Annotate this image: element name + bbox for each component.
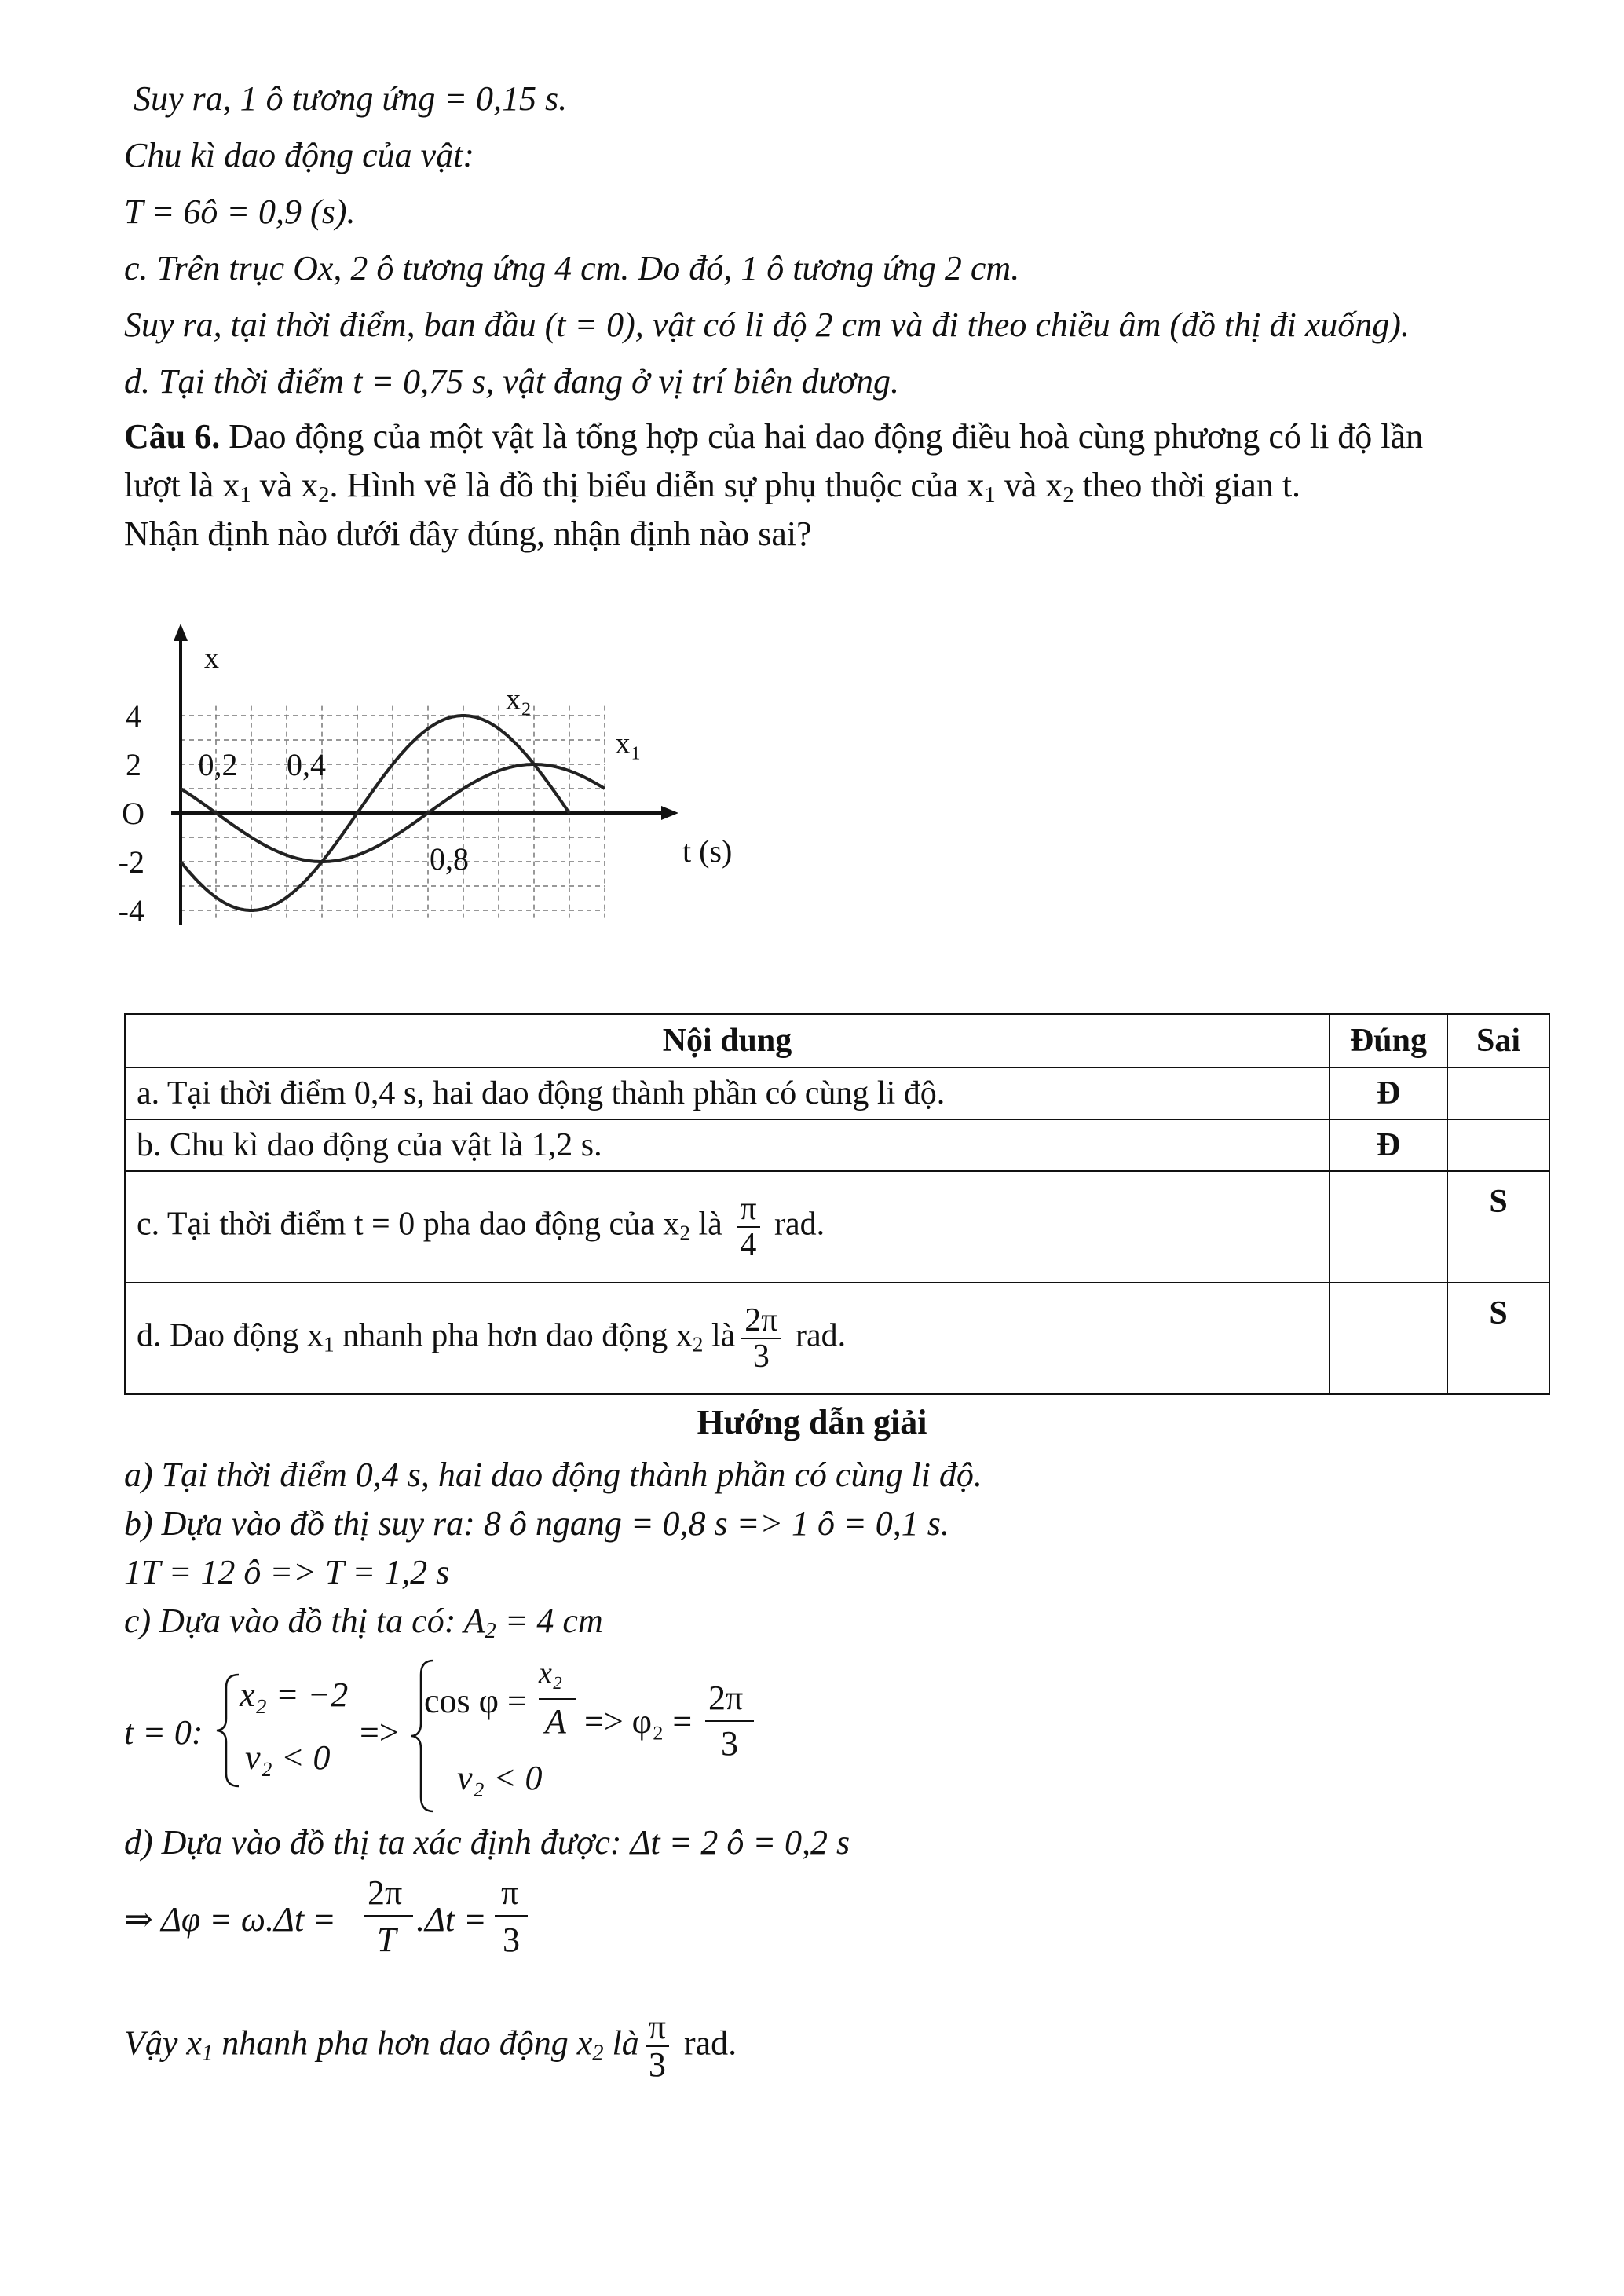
y-tick-label: -4 [118,893,144,928]
row-text-pre: d. Dao động x [137,1317,324,1354]
y-tick-label: -2 [118,844,144,880]
frac-line [705,1720,754,1722]
solution-c1-post: = 4 cm [496,1602,603,1640]
row-text-mid: nhanh pha hơn dao động x [334,1317,693,1354]
question-text-2e: theo thời gian t. [1074,466,1301,504]
question-line-2 [124,463,1300,507]
oscillation-graph [118,621,733,950]
math-cos: cos φ = [424,1682,527,1720]
math-frac2-num: π [501,1873,519,1912]
solution-c1 [124,1599,603,1643]
math-arrow1: => [360,1713,399,1752]
row-text [125,1171,1330,1283]
table-header-row [125,1014,1549,1067]
question-text-1: Dao động của một vật là tổng hợp của hai dao động điều hoà cùng phương có li độ lần [220,417,1424,456]
sub: 1 [201,2041,214,2066]
solution-heading: Hướng dẫn giải [697,1403,927,1441]
y-tick-label: O [122,796,144,831]
sub: 1 [984,483,996,508]
annotation-label: 0,2 [198,747,238,782]
row-text-mid: là [689,1206,731,1243]
text-line-2: Chu kì dao động của vật: [124,136,475,174]
math-3: 3 [721,1724,738,1763]
question-text-2c: . Hình vẽ là đồ thị biểu diễn sự phụ thuộc của x [329,466,985,504]
fraction-num: π [737,1192,759,1228]
series-label-x2: x [506,683,521,716]
math-frac1-num: 2π [368,1873,403,1912]
fraction [646,2009,669,2083]
fraction-den: 3 [648,2045,666,2085]
header-sai: Sai [1447,1014,1549,1067]
text-line-5: Suy ra, tại thời điểm, ban đầu (t = 0), vật có li độ 2 cm và đi theo chiều âm (đồ thị đi xuống). [124,306,1410,344]
text-line-4: c. Trên trục Ox, 2 ô tương ứng 4 cm. Do đó, 1 ô tương ứng 2 cm. [124,249,1020,287]
y-tick-label: 2 [126,747,141,782]
solution-final [124,2009,737,2083]
sub: 2 [679,1221,690,1245]
row-text-post: rad. [766,1206,825,1243]
fraction-den: 4 [740,1227,757,1263]
math-t0: t = 0: [124,1713,203,1752]
fraction [741,1303,781,1374]
fraction [737,1192,759,1262]
row-dung: Đ [1330,1067,1447,1119]
row-dung: Đ [1330,1119,1447,1171]
y-tick-label: 4 [126,698,141,734]
x-axis-arrow [661,806,678,820]
question-text-2a: lượt là x [124,466,240,504]
row-text: b. Chu kì dao động của vật là 1,2 s. [125,1119,1330,1171]
question-text-2b: và x [251,466,319,504]
math-v2lt2: v₂ < 0 [457,1759,543,1797]
series-label-x1: x [615,727,631,760]
sub: 2 [485,1619,496,1644]
question-text-2d: và x [995,466,1063,504]
solution-b1: b) Dựa vào đồ thị suy ra: 8 ô ngang = 0,8 s => 1 ô = 0,1 s. [124,1504,949,1543]
header-dung: Đúng [1330,1014,1447,1067]
row-text-post: rad. [787,1317,847,1354]
row-text-pre: c. Tại thời điểm t = 0 pha dao động của x [137,1206,680,1243]
table-row [125,1171,1549,1283]
row-dung [1330,1283,1447,1394]
annotation-label: 0,4 [287,747,326,782]
final-unit: rad. [675,2023,737,2063]
math-dt: .Δt = [416,1900,487,1939]
question-label: Câu 6. [124,417,221,456]
fraction-den: 3 [752,1338,770,1375]
answer-table [124,1013,1550,1395]
sub: 2 [318,483,330,508]
row-dung [1330,1171,1447,1283]
solution-b2: 1T = 12 ô => T = 1,2 s [124,1553,450,1591]
y-axis-label: x [204,642,219,675]
math-arrow2: => φ₂ = [584,1702,693,1741]
math-x2-num: x₂ [539,1657,563,1690]
sub: 2 [692,1332,704,1357]
axes [171,624,678,925]
math-frac2-den: 3 [503,1921,520,1959]
math-A: A [545,1702,566,1741]
final-post: là [603,2023,639,2063]
annotation-label: 0,8 [430,841,469,877]
math-x2eq: x₂ = −2 [240,1675,349,1714]
question-line-1 [124,415,1423,459]
table-row [125,1283,1549,1394]
final-pre: Vậy x [124,2023,202,2063]
header-content: Nội dung [125,1014,1330,1067]
row-sai [1447,1119,1549,1171]
series-label-x1-sub: 1 [631,743,641,764]
sub: 2 [592,2041,604,2066]
frac-line [364,1915,413,1917]
text-line-3: T = 6ô = 0,9 (s). [124,192,356,231]
text-line-1: Suy ra, 1 ô tương ứng = 0,15 s. [134,79,568,118]
series-label-x2-sub: 2 [521,699,531,720]
row-text: a. Tại thời điểm 0,4 s, hai dao động thành phần có cùng li độ. [125,1067,1330,1119]
math-implies: ⇒ Δφ = ω.Δt = [124,1900,336,1939]
math-v2lt: v₂ < 0 [245,1738,331,1777]
row-sai: S [1447,1171,1549,1283]
sub: 1 [240,483,251,508]
table-row [125,1067,1549,1119]
frac-line [539,1698,576,1700]
row-sai [1447,1067,1549,1119]
solution-a: a) Tại thời điểm 0,4 s, hai dao động thành phần có cùng li độ. [124,1456,982,1494]
row-text [125,1283,1330,1394]
solution-d1: d) Dựa vào đồ thị ta xác định được: Δt = 2 ô = 0,2 s [124,1823,850,1862]
question-line-3: Nhận định nào dưới đây đúng, nhận định nào sai? [124,514,812,553]
solution-c1-text: c) Dựa vào đồ thị ta có: A [124,1602,485,1640]
math-2pi: 2π [708,1679,744,1717]
table-row [125,1119,1549,1171]
fraction-num: π [646,2009,669,2047]
y-axis-arrow [174,624,188,641]
frac-line [495,1915,528,1917]
text-line-6: d. Tại thời điểm t = 0,75 s, vật đang ở vị trí biên dương. [124,362,899,401]
sub: 1 [323,1332,335,1357]
sub: 2 [1063,483,1074,508]
x-axis-label: t (s) [682,833,733,869]
math-frac1-den: T [377,1921,397,1959]
fraction-num: 2π [741,1303,781,1339]
row-text-mid2: là [703,1317,736,1354]
row-sai: S [1447,1283,1549,1394]
final-mid: nhanh pha hơn dao động x [213,2023,593,2063]
